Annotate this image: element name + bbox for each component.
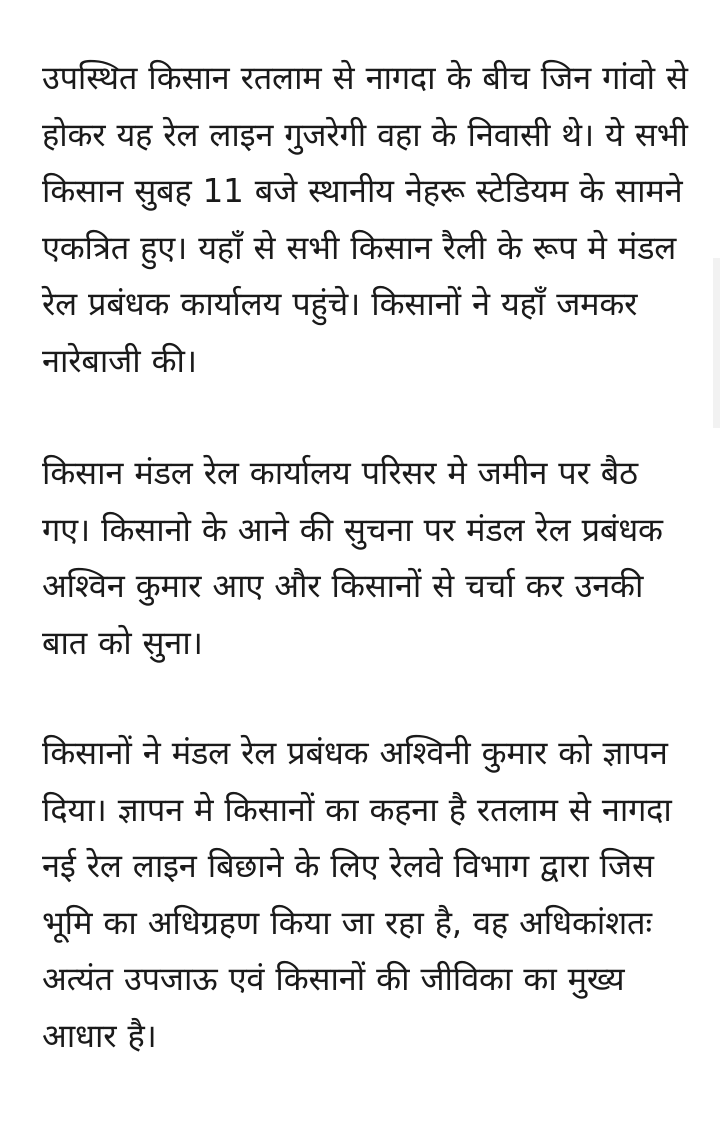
paragraph-2: किसान मंडल रेल कार्यालय परिसर मे जमीन पर बैठ गए। किसानो के आने की सुचना पर मंडल रेल प्रबंधक अश्विन कुमार आए और किसानों से चर्चा कर उनकी बात को सुना। (42, 454, 663, 662)
scrollbar-track[interactable] (713, 258, 720, 428)
paragraph-1: उपस्थित किसान रतलाम से नागदा के बीच जिन गांवो से होकर यह रेल लाइन गुजरेगी वहा के निवासी थे। ये सभी किसान सुबह 11 बजे स्थानीय नेहरू स्टेडियम के सामने एकत्रित हुए। यहाँ से सभी किसान रैली के रूप मे मंडल रेल प्रबंधक कार्यालय पहुंचे। किसानों ने यहाँ जमकर नारेबाजी की। (42, 59, 688, 380)
article-body (42, 50, 692, 1064)
paragraph-3: किसानों ने मंडल रेल प्रबंधक अश्विनी कुमार को ज्ञापन दिया। ज्ञापन मे किसानों का कहना है रतलाम से नागदा नई रेल लाइन बिछाने के लिए रेलवे विभाग द्वारा जिस भूमि का अधिग्रहण किया जा रहा है, वह अधिकांशतः अत्यंत उपजाऊ एवं किसानों की जीविका का मुख्य आधार है। (42, 734, 672, 1055)
